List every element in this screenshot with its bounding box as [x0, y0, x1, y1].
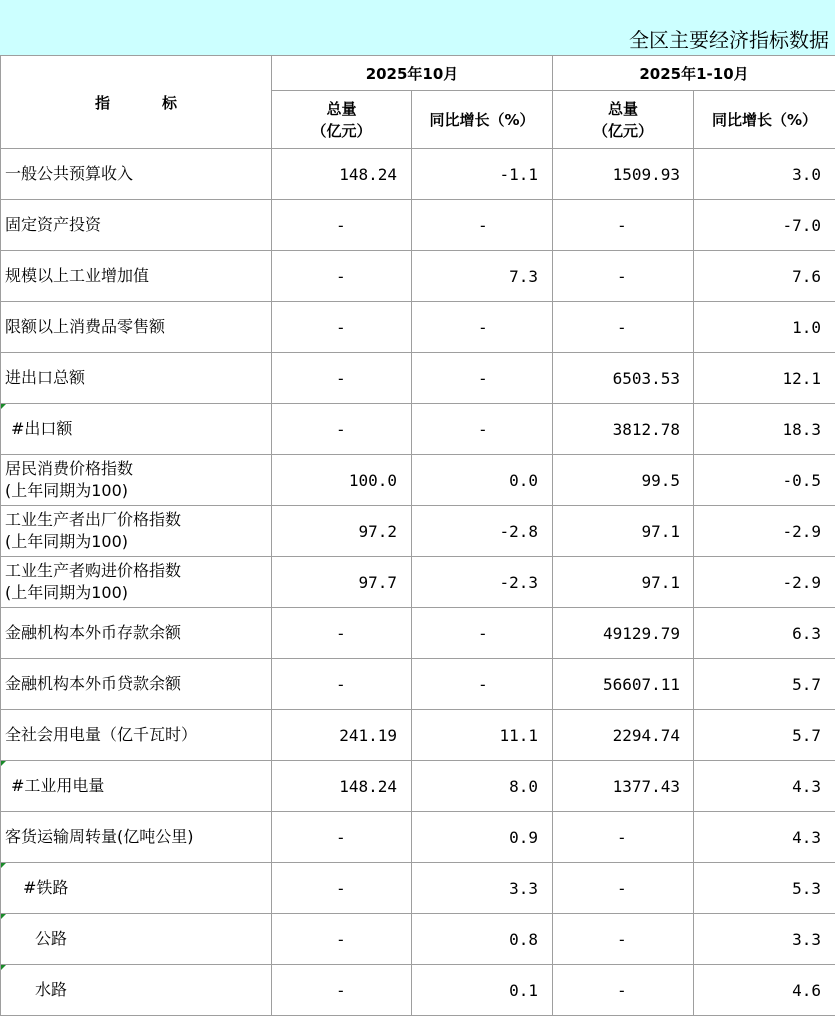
row-label-text: 一般公共预算收入 [5, 164, 134, 183]
ytd-growth-cell: 5.3 [694, 863, 835, 914]
row-label [1, 914, 272, 965]
month-growth-cell: 0.0 [412, 455, 553, 506]
row-label [1, 710, 272, 761]
row-label-text: 客货运输周转量(亿吨公里) [5, 827, 194, 846]
ytd-total-cell: - [553, 302, 694, 353]
month-total-cell: - [272, 353, 412, 404]
ytd-total-cell: - [553, 251, 694, 302]
row-label-text: 工业生产者购进价格指数 [5, 561, 182, 580]
ytd-total-cell: - [553, 812, 694, 863]
row-label [1, 557, 272, 608]
row-label-text: 限额以上消费品零售额 [5, 317, 166, 336]
row-label-text: #工业用电量 [11, 776, 105, 795]
row-label [1, 506, 272, 557]
month-growth-cell: -1.1 [412, 149, 553, 200]
ytd-growth-cell: 6.3 [694, 608, 835, 659]
row-label [1, 149, 272, 200]
month-total-cell: - [272, 659, 412, 710]
table-row [1, 608, 835, 659]
ytd-growth-cell: -7.0 [694, 200, 835, 251]
month-growth-cell: - [412, 353, 553, 404]
table-row [1, 557, 835, 608]
month-growth-cell: -2.8 [412, 506, 553, 557]
month-total-cell: 97.2 [272, 506, 412, 557]
row-label [1, 608, 272, 659]
month-total-cell: 241.19 [272, 710, 412, 761]
row-label-note: (上年同期为100) [5, 583, 129, 602]
period-ytd-header: 2025年1-10月 [553, 56, 835, 91]
month-total-cell: - [272, 404, 412, 455]
month-total-cell: - [272, 965, 412, 1016]
indicators-table [0, 55, 835, 1016]
row-label [1, 455, 272, 506]
row-label-text: 金融机构本外币贷款余额 [5, 674, 182, 693]
row-label [1, 659, 272, 710]
month-growth-cell: - [412, 404, 553, 455]
row-label [1, 863, 272, 914]
indicator-header-char-2: 标 [162, 93, 178, 112]
ytd-total-cell: 49129.79 [553, 608, 694, 659]
ytd-total-cell: 97.1 [553, 557, 694, 608]
month-growth-cell: 0.8 [412, 914, 553, 965]
month-total-cell: 148.24 [272, 761, 412, 812]
table-row [1, 200, 835, 251]
table-row [1, 506, 835, 557]
ytd-growth-cell: 4.3 [694, 761, 835, 812]
ytd-total-cell: 3812.78 [553, 404, 694, 455]
ytd-growth-cell: 7.6 [694, 251, 835, 302]
ytd-total-cell: - [553, 914, 694, 965]
ytd-growth-header: 同比增长（%） [694, 91, 835, 149]
ytd-total-cell: 97.1 [553, 506, 694, 557]
month-total-cell: - [272, 812, 412, 863]
table-row [1, 863, 835, 914]
row-label [1, 251, 272, 302]
period-month-header: 2025年10月 [272, 56, 553, 91]
row-label-text: 全社会用电量（亿千瓦时） [5, 725, 198, 744]
month-growth-cell: - [412, 608, 553, 659]
row-label [1, 200, 272, 251]
total-header-line2: （亿元） [311, 121, 372, 140]
ytd-growth-cell: 5.7 [694, 659, 835, 710]
row-label [1, 965, 272, 1016]
table-row [1, 965, 835, 1016]
row-label-text: 居民消费价格指数 [5, 459, 134, 478]
row-label [1, 404, 272, 455]
ytd-total-cell: 1377.43 [553, 761, 694, 812]
row-label-text: 规模以上工业增加值 [5, 266, 150, 285]
month-growth-header: 同比增长（%） [412, 91, 553, 149]
table-row [1, 302, 835, 353]
month-total-cell: - [272, 608, 412, 659]
ytd-growth-cell: -2.9 [694, 557, 835, 608]
row-label [1, 812, 272, 863]
row-label-text: 进出口总额 [5, 368, 86, 387]
month-growth-cell: 3.3 [412, 863, 553, 914]
total-header-line2: （亿元） [592, 121, 653, 140]
ytd-growth-cell: 4.6 [694, 965, 835, 1016]
row-label-text: 工业生产者出厂价格指数 [5, 510, 182, 529]
table-row [1, 761, 835, 812]
month-total-cell: 148.24 [272, 149, 412, 200]
table-row [1, 404, 835, 455]
table-row [1, 149, 835, 200]
table-row [1, 914, 835, 965]
ytd-growth-cell: 3.0 [694, 149, 835, 200]
row-label-text: 金融机构本外币存款余额 [5, 623, 182, 642]
row-label-text: 水路 [35, 980, 68, 999]
row-label-note: (上年同期为100) [5, 481, 129, 500]
table-row [1, 659, 835, 710]
ytd-growth-cell: 18.3 [694, 404, 835, 455]
table-row [1, 353, 835, 404]
ytd-total-cell: 6503.53 [553, 353, 694, 404]
ytd-total-cell: 2294.74 [553, 710, 694, 761]
ytd-growth-cell: 3.3 [694, 914, 835, 965]
month-total-cell: - [272, 914, 412, 965]
ytd-growth-cell: -2.9 [694, 506, 835, 557]
month-growth-cell: - [412, 302, 553, 353]
month-growth-cell: -2.3 [412, 557, 553, 608]
ytd-total-cell: 99.5 [553, 455, 694, 506]
month-total-cell: - [272, 251, 412, 302]
month-growth-cell: - [412, 200, 553, 251]
month-growth-cell: 0.1 [412, 965, 553, 1016]
total-header-line1: 总量 [326, 99, 357, 118]
ytd-total-cell: - [553, 965, 694, 1016]
ytd-growth-cell: 12.1 [694, 353, 835, 404]
ytd-total-cell: 56607.11 [553, 659, 694, 710]
row-label [1, 353, 272, 404]
month-growth-cell: 11.1 [412, 710, 553, 761]
title-bar [0, 0, 835, 55]
table-row [1, 710, 835, 761]
ytd-growth-cell: 1.0 [694, 302, 835, 353]
page-title: 全区主要经济指标数据 [629, 28, 829, 52]
indicator-header-char-1: 指 [94, 93, 110, 112]
ytd-growth-cell: 4.3 [694, 812, 835, 863]
row-label-note: (上年同期为100) [5, 532, 129, 551]
month-total-cell: 100.0 [272, 455, 412, 506]
ytd-total-header [553, 91, 694, 149]
ytd-total-cell: - [553, 200, 694, 251]
ytd-growth-cell: 5.7 [694, 710, 835, 761]
month-growth-cell: 8.0 [412, 761, 553, 812]
month-total-cell: - [272, 200, 412, 251]
row-label [1, 761, 272, 812]
month-growth-cell: 7.3 [412, 251, 553, 302]
ytd-total-cell: 1509.93 [553, 149, 694, 200]
table-row [1, 812, 835, 863]
total-header-line1: 总量 [607, 99, 638, 118]
ytd-growth-cell: -0.5 [694, 455, 835, 506]
month-total-cell: 97.7 [272, 557, 412, 608]
table-row [1, 251, 835, 302]
month-total-header [272, 91, 412, 149]
table-row [1, 455, 835, 506]
row-label-text: #铁路 [23, 878, 69, 897]
month-growth-cell: 0.9 [412, 812, 553, 863]
month-total-cell: - [272, 302, 412, 353]
indicator-column-header [1, 56, 272, 149]
month-growth-cell: - [412, 659, 553, 710]
row-label-text: #出口额 [11, 419, 73, 438]
row-label [1, 302, 272, 353]
month-total-cell: - [272, 863, 412, 914]
row-label-text: 公路 [35, 929, 68, 948]
row-label-text: 固定资产投资 [5, 215, 102, 234]
ytd-total-cell: - [553, 863, 694, 914]
